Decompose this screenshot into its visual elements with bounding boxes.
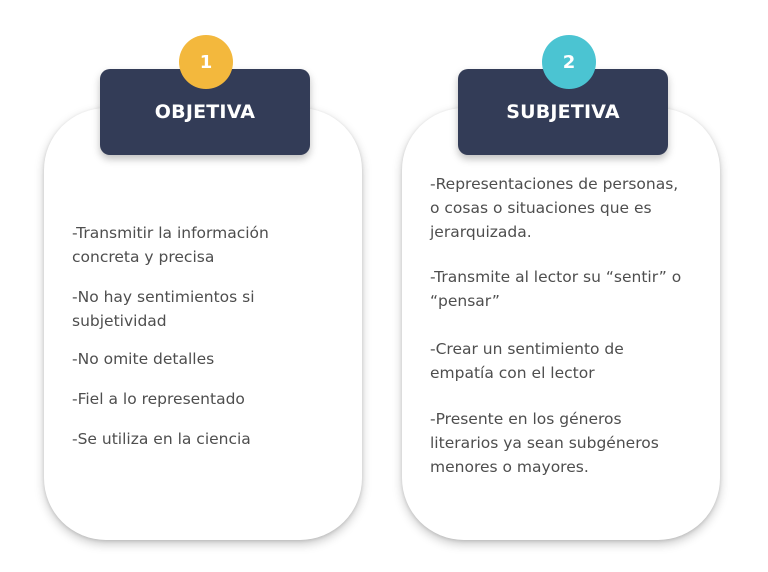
item-line: menores o mayores. (430, 458, 589, 476)
list-item (72, 347, 214, 371)
list-item (430, 265, 681, 313)
objetiva-title: OBJETIVA (154, 101, 256, 123)
item-line: -Transmite al lector su “sentir” o (430, 268, 682, 286)
item-line: -Presente en los géneros (430, 410, 622, 428)
item-line: jerarquizada. (430, 223, 532, 241)
item-line: subjetividad (72, 312, 167, 330)
badge-number: 2 (562, 51, 576, 73)
list-item (430, 407, 659, 479)
item-line: o cosas o situaciones que es (430, 199, 652, 217)
item-line: “pensar” (430, 292, 500, 310)
list-item (72, 285, 255, 333)
item-line: -No hay sentimientos si (72, 288, 255, 306)
number-badge-1 (179, 35, 233, 89)
list-item (430, 172, 678, 244)
item-line: -Se utiliza en la ciencia (72, 430, 251, 448)
list-item (72, 221, 269, 269)
item-line: -Crear un sentimiento de (430, 340, 624, 358)
item-line: -No omite detalles (72, 350, 215, 368)
subjetiva-title: SUBJETIVA (506, 101, 620, 123)
item-line: -Representaciones de personas, (430, 175, 679, 193)
item-line: -Transmitir la información (72, 224, 269, 242)
list-item (430, 337, 624, 385)
badge-number: 1 (199, 51, 213, 73)
item-line: empatía con el lector (430, 364, 595, 382)
list-item (72, 387, 245, 411)
item-line: literarios ya sean subgéneros (430, 434, 659, 452)
number-badge-2 (542, 35, 596, 89)
list-item (72, 427, 251, 451)
item-line: concreta y precisa (72, 248, 215, 266)
item-line: -Fiel a lo representado (72, 390, 245, 408)
